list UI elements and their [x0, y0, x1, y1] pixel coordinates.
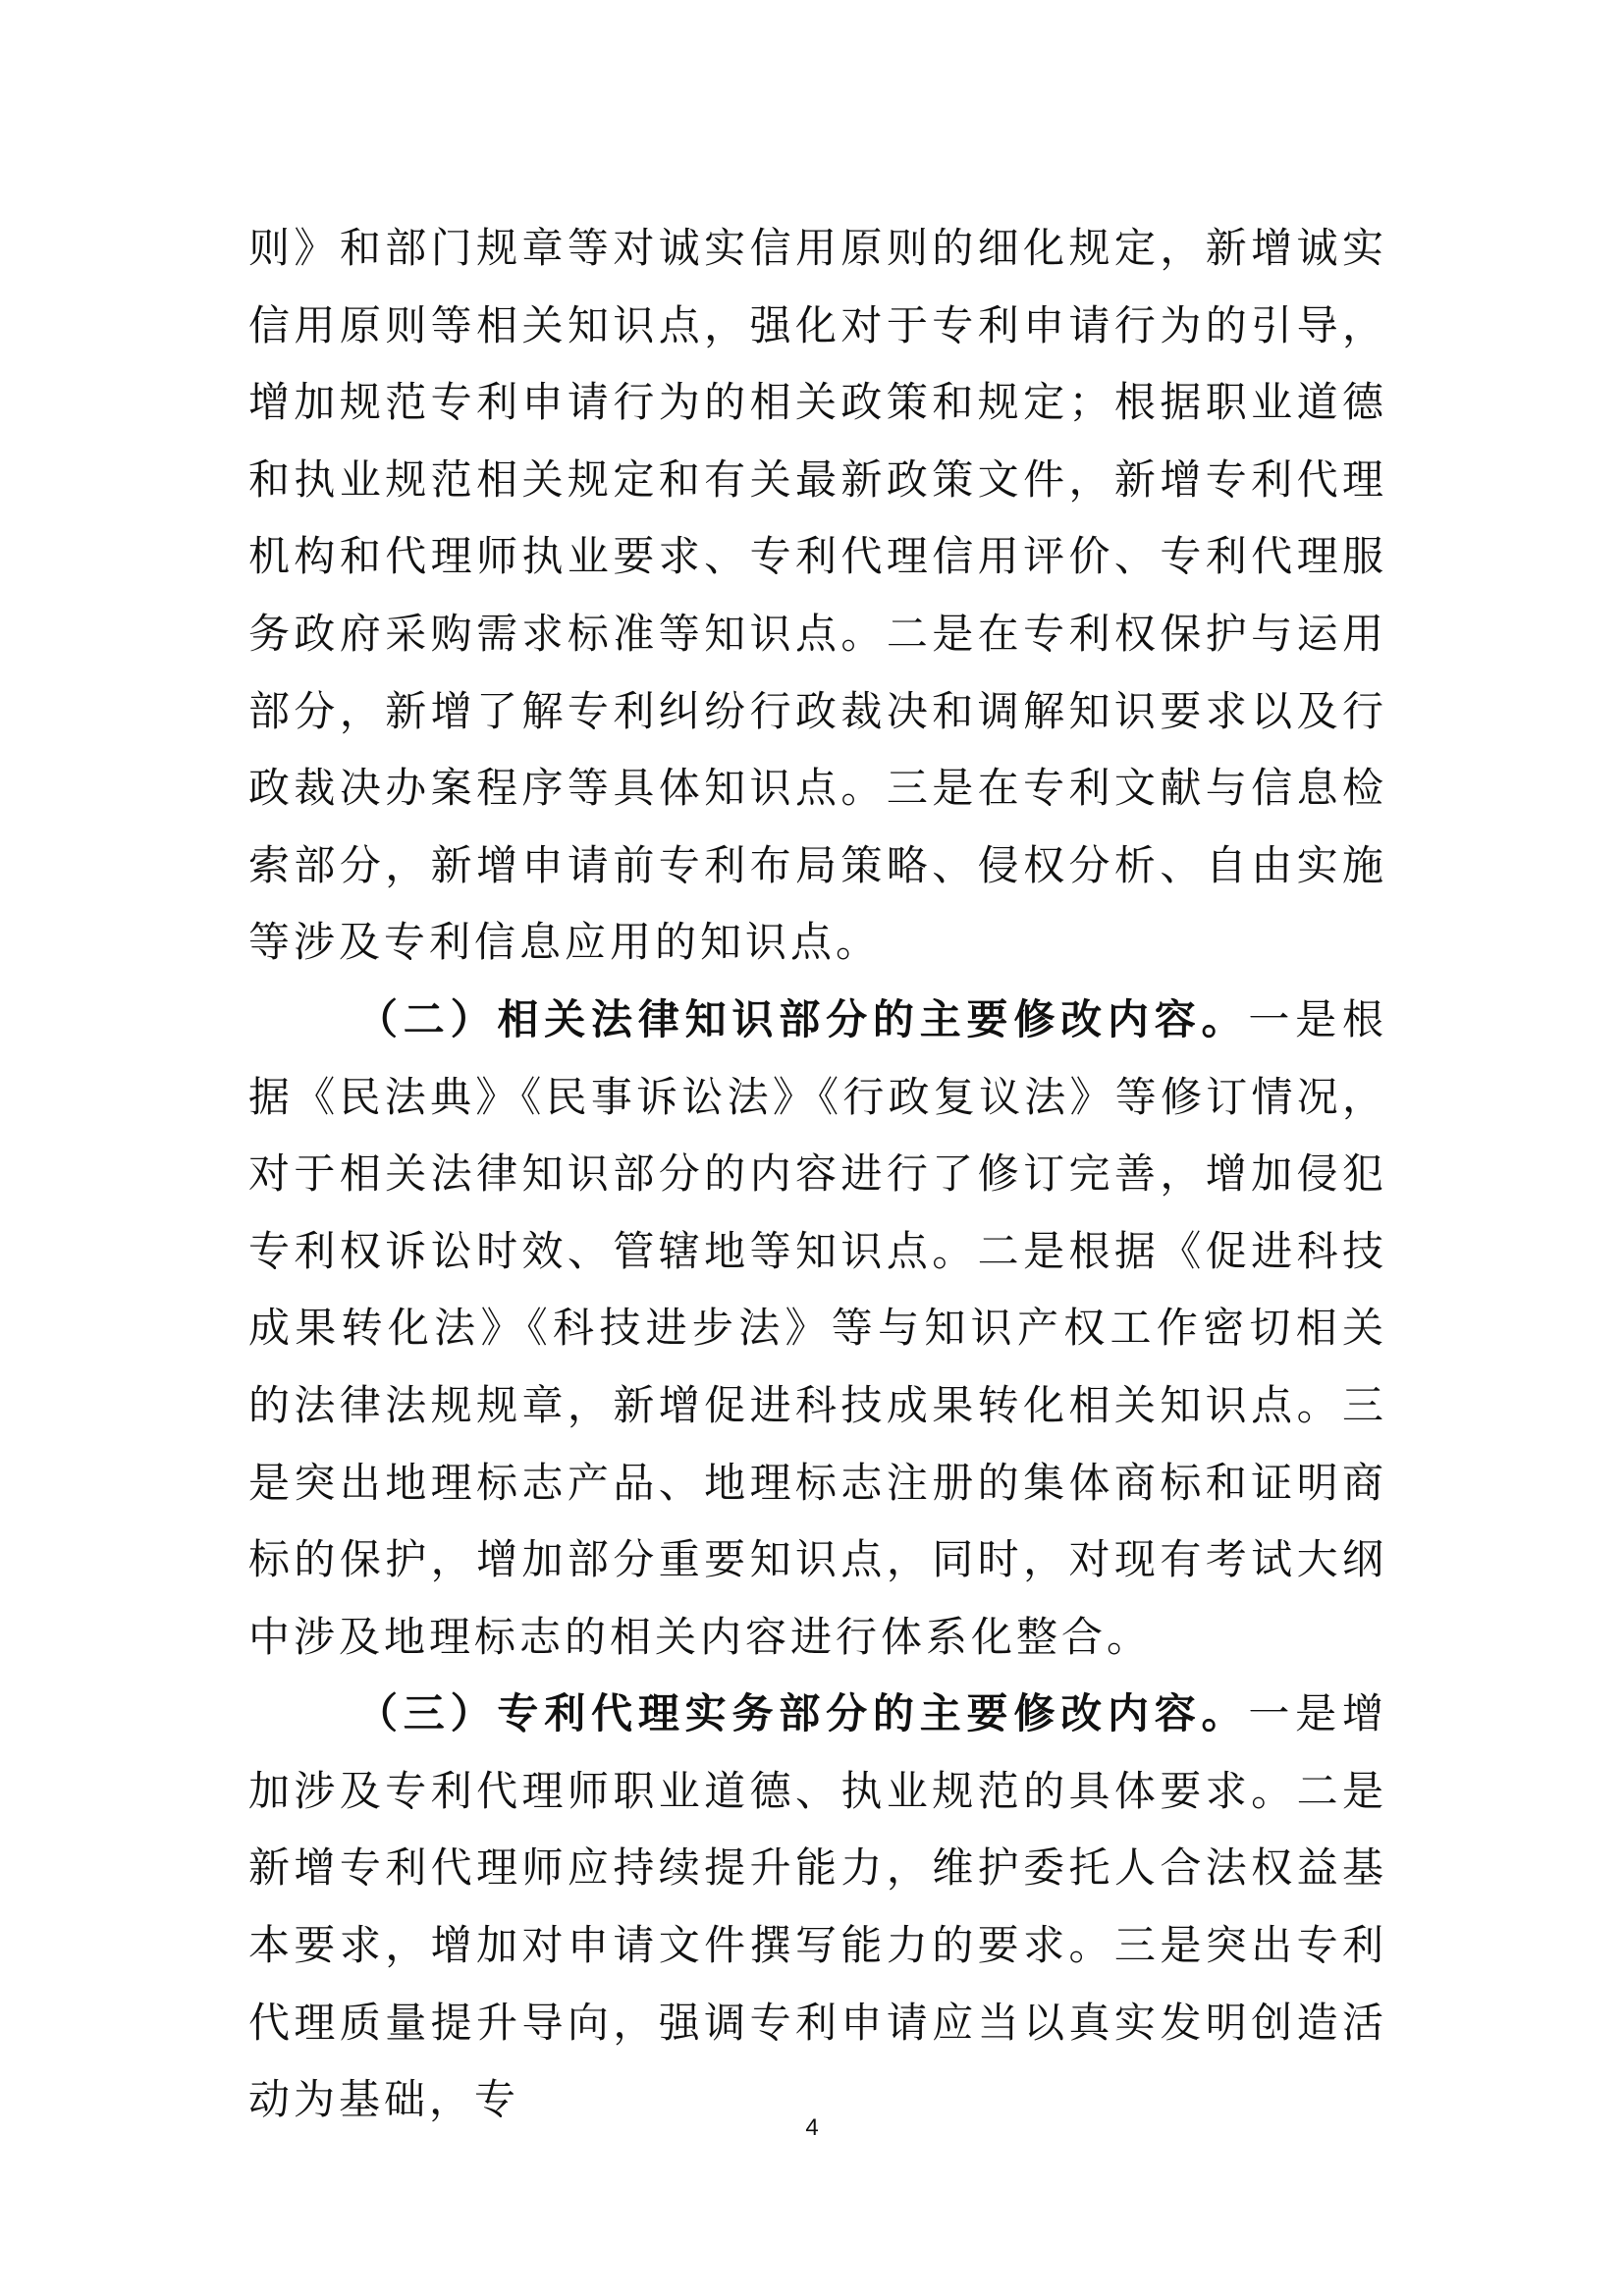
paragraph-text: 则》和部门规章等对诚实信用原则的细化规定，新增诚实信用原则等相关知识点，强化对于专利申请行为的引导，增加规范专利申请行为的相关政策和规定；根据职业道德和执业规范相关规定和有关最新政策文件，新增专利代理机构和代理师执业要求、专利代理信用评价、专利代理服务政府采购需求标准等知识点。二是在专利权保护与运用部分，新增了解专利纠纷行政裁决和调解知识要求以及行政裁决办案程序等具体知识点。三是在专利文献与信息检索部分，新增申请前专利布局策略、侵权分析、自由实施等涉及专利信息应用的知识点。: [248, 224, 1387, 967]
page-number: 4: [805, 2114, 819, 2141]
body-text: [248, 210, 1387, 2139]
paragraph-related-law: [248, 982, 1387, 1676]
paragraph-text: 一是增加涉及专利代理师职业道德、执业规范的具体要求。二是新增专利代理师应持续提升能力，维护委托人合法权益基本要求，增加对申请文件撰写能力的要求。三是突出专利代理质量提升导向，强调专利申请应当以真实发明创造活动为基础，专: [248, 1689, 1387, 2124]
paragraph-continuation: [248, 210, 1387, 982]
section-heading-patent-practice: （三）专利代理实务部分的主要修改内容。: [356, 1689, 1249, 1738]
section-heading-related-law: （二）相关法律知识部分的主要修改内容。: [356, 994, 1249, 1043]
paragraph-patent-practice: [248, 1676, 1387, 2139]
paragraph-text: 一是根据《民法典》《民事诉讼法》《行政复议法》等修订情况，对于相关法律知识部分的内容进行了修订完善，增加侵犯专利权诉讼时效、管辖地等知识点。二是根据《促进科技成果转化法》《科技进步法》等与知识产权工作密切相关的法律法规规章，新增促进科技成果转化相关知识点。三是突出地理标志产品、地理标志注册的集体商标和证明商标的保护，增加部分重要知识点，同时，对现有考试大纲中涉及地理标志的相关内容进行体系化整合。: [248, 994, 1387, 1661]
